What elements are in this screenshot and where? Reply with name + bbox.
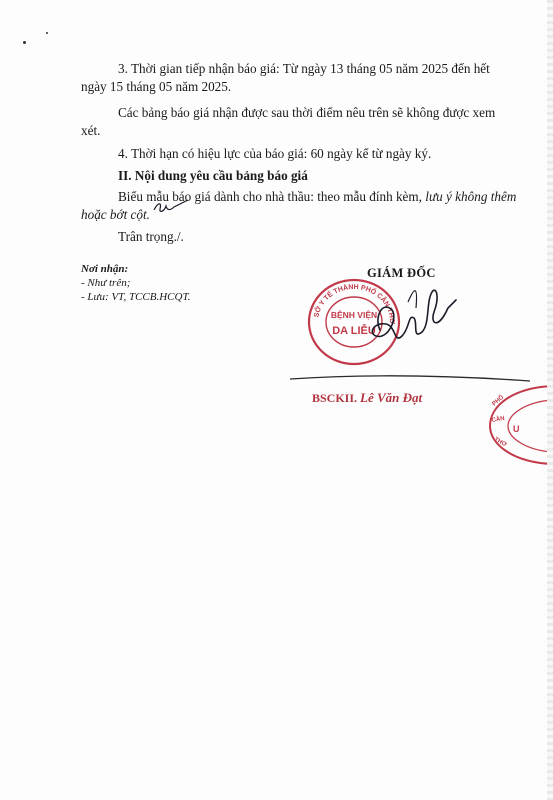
signer-line [312,389,422,407]
director-title: GIÁM ĐỐC [367,266,436,280]
signer-prefix: BSCKII. [312,391,358,405]
section2-heading: II. Nội dung yêu cầu bảng báo giá [118,168,308,183]
recipients-heading: Nơi nhận: [81,263,129,275]
scan-speck [46,32,48,34]
signer-name: Lê Văn Đạt [360,390,423,405]
closing-text: Trân trọng./. [118,229,184,244]
svg-text:THƠ: THƠ [493,436,508,449]
item4-text: 4. Thời hạn có hiệu lực của báo giá: 60 ngày kể từ ngày ký. [118,146,432,161]
svg-text:CẦN: CẦN [491,415,506,424]
item3-line1: 3. Thời gian tiếp nhận báo giá: Từ ngày 13 tháng 05 năm 2025 đến hết [118,61,490,76]
partial-seal [482,382,553,468]
item3-line2: ngày 15 tháng 05 năm 2025. [81,79,232,94]
initial-mark [152,196,192,218]
director-signature [352,278,462,358]
svg-text:U: U [513,424,520,434]
section2-line2: hoặc bớt cột. [81,207,150,222]
late-note-line1: Các bảng báo giá nhận được sau thời điểm nêu trên sẽ không được xem [118,105,496,120]
scan-speck [23,41,26,44]
svg-text:PHỐ: PHỐ [491,394,506,408]
scan-edge [547,0,553,800]
section2-line1-italic: lưu ý không thêm [425,189,517,204]
recipient-item: - Như trên; [81,277,131,289]
stamp-line1: BỆNH VIỆN [330,310,378,320]
section2-line1-normal: Biểu mẫu báo giá dành cho nhà thầu: theo mẫu đính kèm, [118,189,426,204]
stamp-ring-text: SỞ Y TẾ THÀNH PHỐ CẦN THƠ [313,283,396,325]
late-note-line2: xét. [81,123,101,138]
recipient-item: - Lưu: VT, TCCB.HCQT. [81,291,191,303]
stamp-line2: DA LIỄU [332,325,376,337]
